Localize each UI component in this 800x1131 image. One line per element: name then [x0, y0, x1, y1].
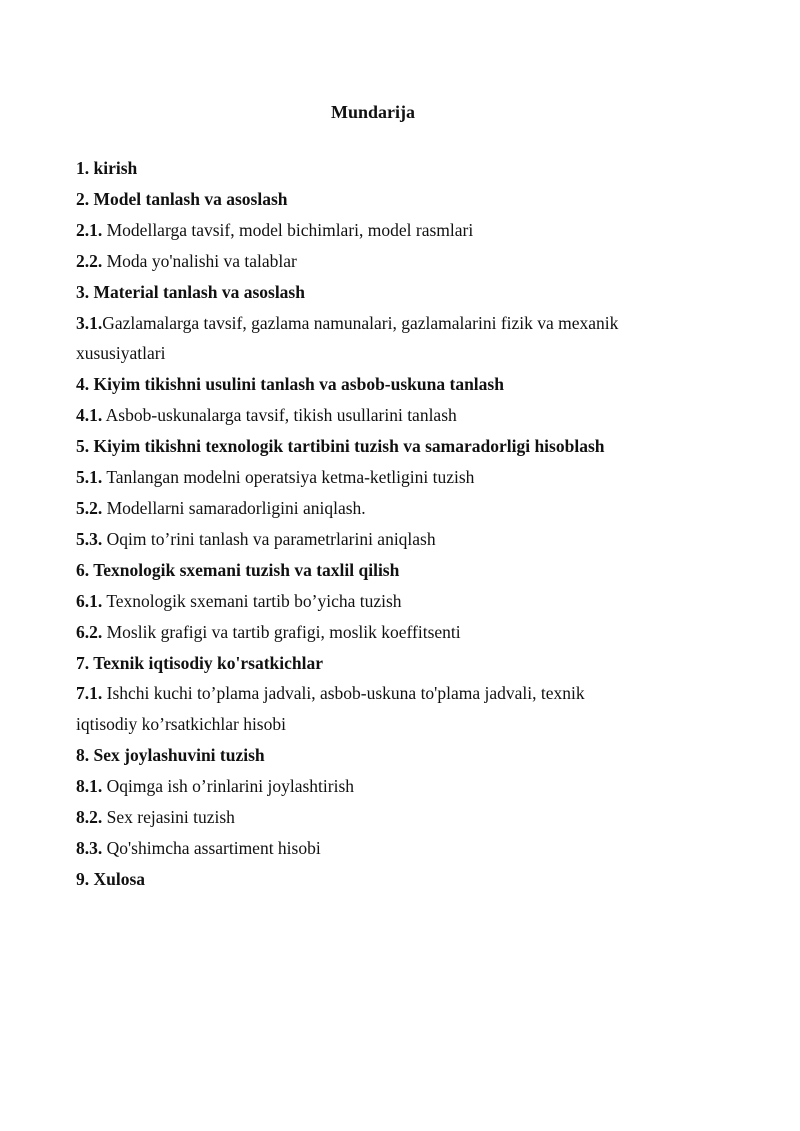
toc-entry-text: Moda yo'nalishi va talablar [106, 250, 297, 271]
toc-entry-text: Oqimga ish o’rinlarini joylashtirish [106, 776, 355, 797]
toc-entry-number: 2.2. [76, 250, 103, 271]
toc-entry-number: 5.2. [76, 497, 103, 518]
toc-heading [76, 555, 716, 586]
toc-subentry [76, 524, 716, 555]
toc-heading [76, 648, 716, 679]
toc-entry-text-continuation: iqtisodiy ko’rsatkichlar hisobi [76, 714, 286, 735]
toc-entry-text: Texnologik sxemani tuzish va taxlil qilish [93, 559, 400, 580]
toc-entry-number: 4. [76, 374, 90, 395]
toc-subentry [76, 678, 716, 740]
toc-entry-number: 6. [76, 559, 90, 580]
page-title: Mundarija [330, 102, 415, 122]
toc-subentry [76, 462, 716, 493]
toc-entry-text: Texnologik sxemani tartib bo’yicha tuzish [106, 590, 402, 611]
toc-entry-number: 2. [76, 188, 90, 209]
toc-entry-text: Sex joylashuvini tuzish [93, 745, 265, 766]
toc-heading [76, 864, 716, 895]
toc-entry-text: Kiyim tikishni texnologik tartibini tuzish va samaradorligi hisoblash [93, 436, 605, 457]
toc-entry-number: 7. [76, 652, 90, 673]
toc-entry-text: Xulosa [93, 868, 146, 889]
toc-subentry [76, 493, 716, 524]
toc-entry-text: Model tanlash va asoslash [93, 188, 288, 209]
toc-entry-number: 8.1. [76, 776, 103, 797]
toc-entry-number: 8. [76, 745, 90, 766]
toc-entry-number: 3.1. [76, 312, 103, 333]
toc-entry-number: 5.3. [76, 528, 103, 549]
toc-entry-number: 1. [76, 158, 90, 178]
table-of-contents [76, 153, 716, 895]
toc-entry-number: 3. [76, 281, 90, 302]
toc-heading [76, 740, 716, 771]
toc-entry-number: 7.1. [76, 683, 103, 704]
toc-entry-text: Ishchi kuchi to’plama jadvali, asbob-uskuna to'plama jadvali, texnik [106, 683, 585, 704]
toc-entry-number: 5.1. [76, 467, 103, 488]
toc-subentry [76, 833, 716, 864]
toc-entry-number: 6.1. [76, 590, 103, 611]
toc-entry-number: 9. [76, 868, 90, 889]
toc-heading [76, 277, 716, 308]
toc-entry-number: 6.2. [76, 621, 103, 642]
toc-subentry [76, 308, 716, 370]
toc-entry-text: Asbob-uskunalarga tavsif, tikish usullarini tanlash [105, 405, 457, 426]
toc-heading [76, 431, 716, 462]
toc-entry-text: Sex rejasini tuzish [106, 807, 235, 828]
toc-entry-text: Qo'shimcha assartiment hisobi [106, 837, 321, 858]
toc-subentry [76, 246, 716, 277]
toc-entry-text: Oqim to’rini tanlash va parametrlarini aniqlash [106, 528, 436, 549]
toc-entry-number: 5. [76, 436, 90, 457]
toc-entry-text: Texnik iqtisodiy ko'rsatkichlar [93, 652, 324, 673]
toc-entry-text: Tanlangan modelni operatsiya ketma-ketligini tuzish [106, 467, 475, 488]
toc-subentry [76, 400, 716, 431]
toc-subentry [76, 215, 716, 246]
toc-subentry [76, 802, 716, 833]
toc-entry-number: 8.2. [76, 807, 103, 828]
toc-subentry [76, 586, 716, 617]
toc-entry-text: kirish [93, 158, 138, 178]
toc-entry-text: Moslik grafigi va tartib grafigi, moslik koeffitsenti [106, 621, 461, 642]
toc-subentry [76, 771, 716, 802]
toc-entry-text: Kiyim tikishni usulini tanlash va asbob-uskuna tanlash [93, 374, 504, 395]
toc-heading [76, 369, 716, 400]
toc-subentry [76, 617, 716, 648]
toc-entry-text: Modellarga tavsif, model bichimlari, model rasmlari [106, 219, 474, 240]
toc-entry-number: 8.3. [76, 837, 103, 858]
toc-entry-text: Modellarni samaradorligini aniqlash. [106, 497, 366, 518]
toc-entry-number: 4.1. [76, 405, 103, 426]
toc-entry-text: Gazlamalarga tavsif, gazlama namunalari, gazlamalarini fizik va mexanik [102, 312, 619, 333]
toc-entry-text-continuation: xususiyatlari [76, 343, 166, 364]
toc-heading [76, 184, 716, 215]
toc-heading [76, 153, 716, 184]
toc-entry-number: 2.1. [76, 219, 103, 240]
toc-entry-text: Material tanlash va asoslash [93, 281, 305, 302]
